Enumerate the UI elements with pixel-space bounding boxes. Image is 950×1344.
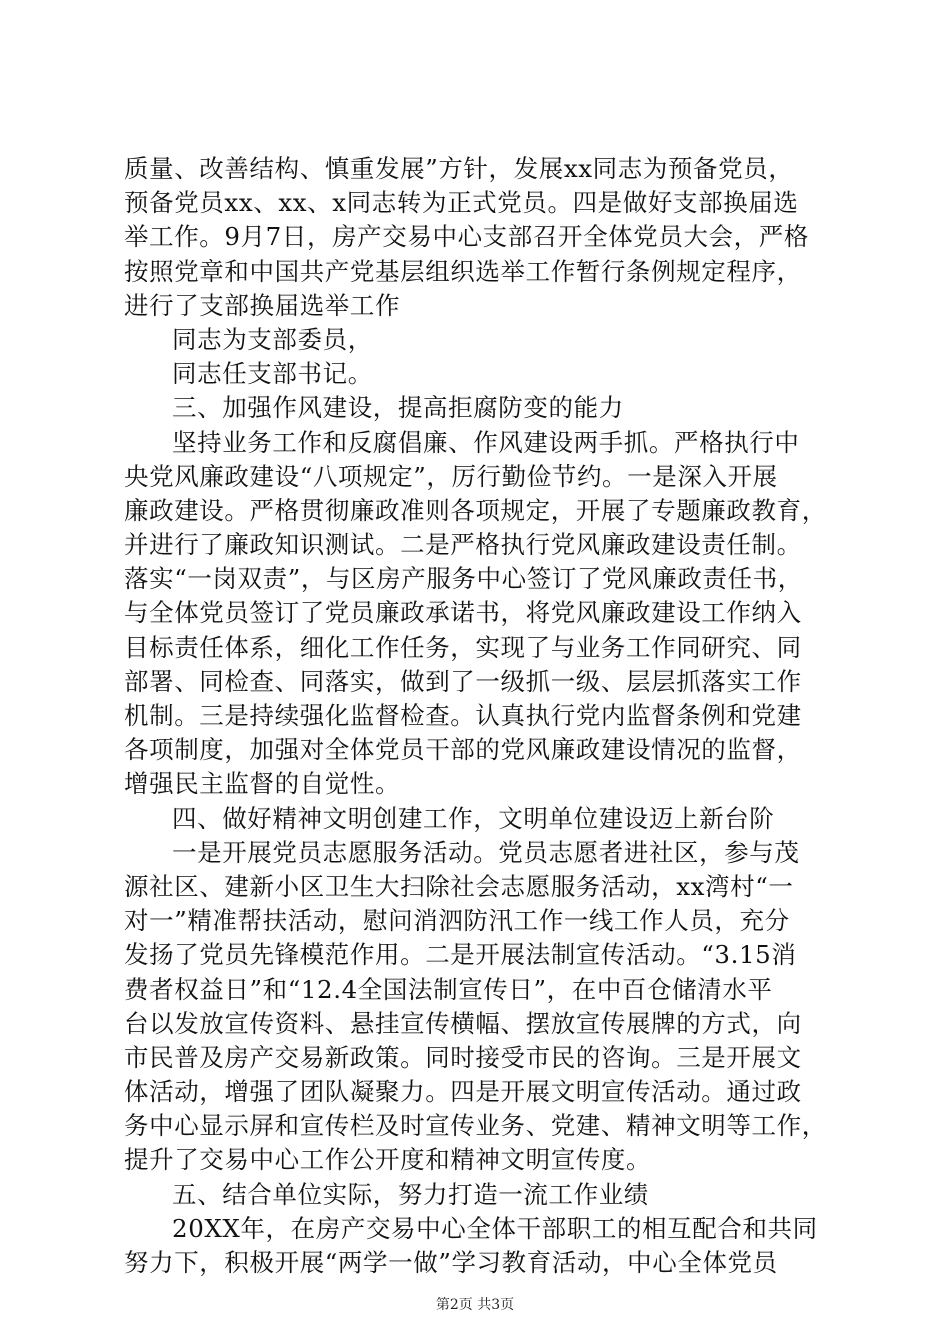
text-line: 机制。三是持续强化监督检查。认真执行党内监督条例和党建 bbox=[124, 701, 802, 730]
text-line: 廉政建设。严格贯彻廉政准则各项规定，开展了专题廉政教育， bbox=[124, 495, 827, 525]
text-line: 务中心显示屏和宣传栏及时宣传业务、党建、精神文明等工作， bbox=[124, 1111, 827, 1141]
text-line: 部署、同检查、同落实，做到了一级抓一级、层层抓落实工作 bbox=[124, 666, 802, 696]
text-line: 同志任支部书记。 bbox=[172, 359, 373, 389]
text-line: 落实“一岗双责”，与区房产服务中心签订了党风廉政责任书， bbox=[124, 564, 803, 594]
text-line: 一是开展党员志愿服务活动。党员志愿者进社区，参与茂 bbox=[172, 837, 800, 867]
text-line: 五、结合单位实际，努力打造一流工作业绩 bbox=[172, 1179, 649, 1209]
text-line: 与全体党员签订了党员廉政承诺书，将党风廉政建设工作纳入 bbox=[124, 598, 802, 628]
text-line: 目标责任体系，细化工作任务，实现了与业务工作同研究、同 bbox=[124, 632, 802, 662]
text-line: 进行了支部换届选举工作 bbox=[124, 290, 401, 320]
text-line: 央党风廉政建设“八项规定”，厉行勤俭节约。一是深入开展 bbox=[124, 461, 778, 491]
text-line: 增强民主监督的自觉性。 bbox=[124, 769, 401, 799]
text-line: 质量、改善结构、慎重发展”方针，发展xx同志为预备党员， bbox=[124, 154, 794, 183]
text-line: 坚持业务工作和反腐倡廉、作风建设两手抓。严格执行中 bbox=[172, 427, 800, 457]
text-line: 源社区、建新小区卫生大扫除社会志愿服务活动，xx湾村“一 bbox=[124, 871, 794, 901]
text-line: 并进行了廉政知识测试。二是严格执行党风廉政建设责任制。 bbox=[124, 530, 802, 560]
text-line: 体活动，增强了团队凝聚力。四是开展文明宣传活动。通过政 bbox=[124, 1077, 802, 1107]
text-line: 提升了交易中心工作公开度和精神文明宣传度。 bbox=[124, 1145, 652, 1175]
text-line: 市民普及房产交易新政策。同时接受市民的咨询。三是开展文 bbox=[124, 1042, 802, 1072]
text-line: 发扬了党员先锋模范作用。二是开展法制宣传活动。“3.15消 bbox=[124, 940, 797, 970]
text-line: 举工作。9月7日，房产交易中心支部召开全体党员大会，严格 bbox=[124, 222, 809, 252]
text-line: 按照党章和中国共产党基层组织选举工作暂行条例规定程序， bbox=[124, 256, 802, 286]
text-line: 20XX年，在房产交易中心全体干部职工的相互配合和共同 bbox=[172, 1213, 818, 1243]
text-line: 预备党员xx、xx、x同志转为正式党员。四是做好支部换届选 bbox=[124, 188, 799, 218]
text-line: 同志为支部委员， bbox=[172, 324, 373, 354]
page-footer: 第2页 共3页 bbox=[435, 1297, 515, 1313]
text-line: 费者权益日”和“12.4全国法制宣传日”，在中百仓储清水平 bbox=[124, 974, 773, 1004]
text-line: 台以发放宣传资料、悬挂宣传横幅、摆放宣传展牌的方式，向 bbox=[124, 1008, 802, 1038]
document-body bbox=[124, 152, 834, 1280]
text-line: 四、做好精神文明创建工作，文明单位建设迈上新台阶 bbox=[172, 803, 775, 833]
text-line: 三、加强作风建设，提高拒腐防变的能力 bbox=[172, 393, 624, 423]
text-line: 各项制度，加强对全体党员干部的党风廉政建设情况的监督， bbox=[124, 735, 802, 765]
text-line: 对一”精准帮扶活动，慰问消泗防汛工作一线工作人员，充分 bbox=[124, 906, 790, 936]
text-line: 努力下，积极开展“两学一做”学习教育活动，中心全体党员 bbox=[124, 1248, 778, 1277]
